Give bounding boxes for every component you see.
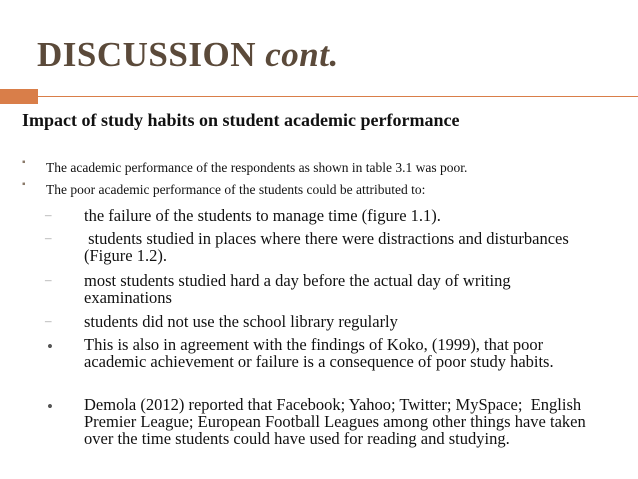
dash-marker-icon: – <box>45 230 52 245</box>
sub-item-text: Demola (2012) reported that Facebook; Yahoo; Twitter; MySpace; English Premier League; European Football Leagues among other things have taken over the time students could have used for reading and studying. <box>84 395 590 448</box>
sub-item-text: This is also in agreement with the findings of Koko, (1999), that poor academic achievement or failure is a consequence of poor study habits. <box>84 335 554 371</box>
sub-item-text: most students studied hard a day before the actual day of writing examinations <box>84 271 511 307</box>
sub-item-text: students did not use the school library regularly <box>84 312 398 331</box>
bullet-marker-icon: • <box>47 337 53 356</box>
point-text: The poor academic performance of the students could be attributed to: <box>46 182 426 197</box>
slide-title <box>37 35 339 75</box>
section-subheading: Impact of study habits on student academic performance <box>22 110 460 130</box>
point-bullet-icon: ▪ <box>22 179 26 190</box>
dash-marker-icon: – <box>45 207 52 222</box>
point-bullet-icon: ▪ <box>22 157 26 168</box>
sub-item-text: students studied in places where there were distractions and disturbances (Figure 1.2). <box>84 229 573 265</box>
sub-item-text: the failure of the students to manage time (figure 1.1). <box>84 206 441 225</box>
point-text: The academic performance of the respondents as shown in table 3.1 was poor. <box>46 160 468 175</box>
dash-marker-icon: – <box>45 272 52 287</box>
bullet-marker-icon: • <box>47 397 53 416</box>
slide-title-suffix: cont. <box>265 35 339 74</box>
title-divider-line <box>38 96 638 97</box>
slide-title-main: DISCUSSION <box>37 35 256 74</box>
dash-marker-icon: – <box>45 313 52 328</box>
title-accent-block <box>0 89 38 104</box>
